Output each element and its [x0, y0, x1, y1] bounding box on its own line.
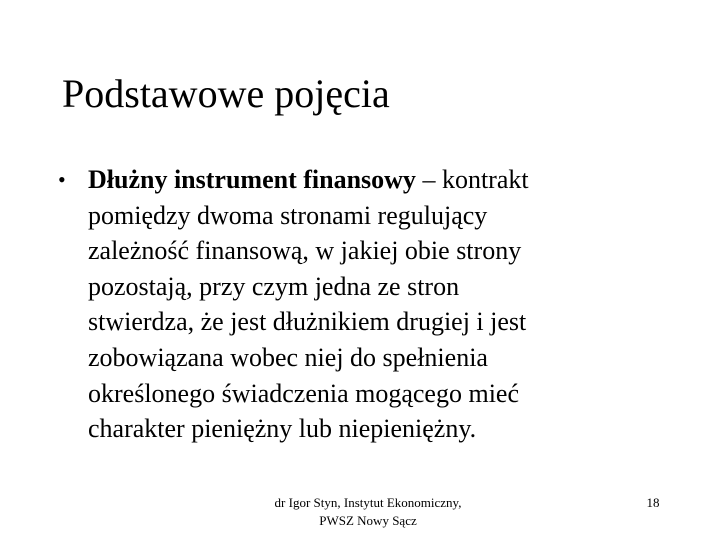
page-number: 18: [646, 495, 660, 510]
footer-line-1: dr Igor Styn, Instytut Ekonomiczny,: [274, 495, 462, 510]
bullet-line-1: [88, 162, 698, 198]
bullet-line-5: stwierdza, że jest dłużnikiem drugiej i jest: [88, 307, 527, 337]
bullet-line-8: charakter pieniężny lub niepieniężny.: [88, 414, 477, 444]
defined-term: Dłużny instrument finansowy: [88, 165, 416, 194]
bullet-line-7: określonego świadczenia mogącego mieć: [88, 378, 519, 408]
bullet-item-definition: [58, 162, 698, 447]
footer-author: [218, 494, 518, 530]
definition-start: – kontrakt: [415, 165, 529, 194]
bullet-line-6: zobowiązana wobec niej do spełnienia: [88, 342, 488, 372]
bullet-line-3: zależność finansową, w jakiej obie strony: [88, 236, 522, 266]
bullet-list: [58, 162, 698, 447]
bullet-line-2: pomiędzy dwoma stronami regulujący: [88, 200, 488, 230]
footer-line-2: PWSZ Nowy Sącz: [319, 513, 417, 528]
slide-title: Podstawowe pojęcia: [62, 71, 390, 116]
bullet-line-4: pozostają, przy czym jedna ze stron: [88, 271, 460, 301]
bullet-marker: •: [58, 167, 66, 192]
